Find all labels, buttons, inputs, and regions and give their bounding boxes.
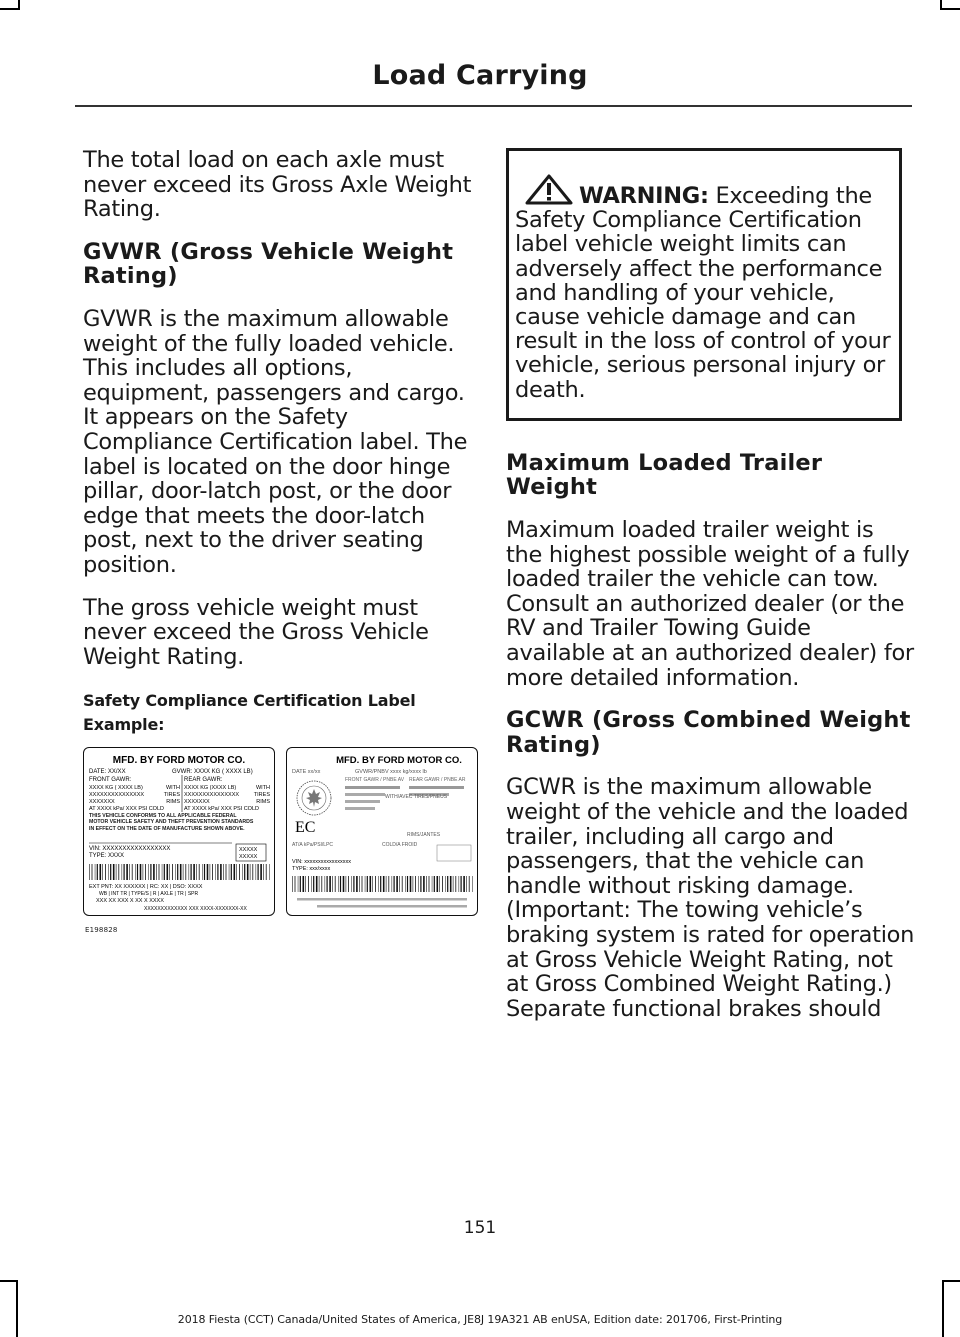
label-mfd: MFD. BY FORD MOTOR CO. [336, 755, 462, 767]
crop-mark [16, 1280, 18, 1337]
page-title: Load Carrying [372, 60, 588, 91]
label-front-gawr: FRONT GAWR: [89, 777, 132, 784]
header-divider [75, 105, 912, 107]
label-row2: XXXXXXXXXXXXX XXX XXXX-XXXXXXX-XX [144, 906, 247, 913]
label-rear-val: XXXX KG (XXXX LB) [184, 785, 237, 792]
footer-edition: 2018 Fiesta (CCT) Canada/United States of America, JE8J 19A321 AB enUSA, Edition date: 201706, First-Printing [177, 1313, 783, 1326]
label-with: WITH [165, 785, 180, 792]
label-wb: WB | INT TR | TYPE/S | R | AXLE | TR | SPR [99, 891, 199, 898]
crop-mark [942, 1280, 944, 1337]
label-front: FRONT GAWR / PNBE AV [345, 777, 405, 784]
label-at: AT XXXX kPa/ XXX PSI COLD [184, 806, 259, 813]
label-with: WITH [255, 785, 270, 792]
label-cold: COLD/A FROID [382, 842, 418, 849]
maple-leaf-seal [297, 781, 331, 815]
label-xs: XXXXXXX [89, 799, 115, 806]
label-date: DATE: XX/XX [89, 769, 126, 776]
label-vin: VIN: xxxxxxxxxxxxxxxxx [292, 859, 351, 866]
label-tires: TIRES [163, 792, 180, 799]
label-at: AT/A kPa/PSI/LPC [292, 842, 334, 849]
label-caption: Safety Compliance Certification Label Example: [83, 691, 416, 735]
page-number: 151 [463, 1218, 497, 1238]
crop-mark [0, 8, 20, 10]
gvwr-paragraph: GVWR is the maximum allowable weight of the fully loaded vehicle. This includes all options, equipment, passengers and cargo. It appears on the Safety Compliance Certification label. The label is located on the door hinge pillar, door-latch post, or the door edge that meets the door-latch post, next to the driver seating position. [83, 305, 468, 578]
label-type: TYPE: XXXX [89, 853, 125, 860]
left-column [83, 148, 478, 954]
label-front-val: XXXX KG ( XXXX LB) [89, 785, 143, 792]
warning-box [506, 148, 902, 421]
label-with: WITH/AVEC TIRES/PNEUS [385, 794, 448, 801]
label-date: DATE xx/xx [292, 769, 321, 776]
label-box: XXXXX [239, 854, 258, 861]
warning-label: WARNING: [579, 183, 709, 209]
label-at: AT XXXX kPa/ XXX PSI COLD [89, 806, 164, 813]
label-ext: EXT PNT: XX XXXXXX | RC: XX | DSO: XXXX [89, 884, 203, 891]
label-box: XXXXX [239, 847, 258, 854]
certification-label-bilingual [286, 747, 478, 916]
figure-reference: E198828 [85, 926, 118, 935]
crop-mark [942, 1280, 960, 1282]
label-example-figure [83, 739, 478, 954]
label-rims: RIMS [166, 799, 180, 806]
crop-mark [18, 0, 20, 10]
label-gvwr: GVWR: XXXX KG ( XXXX LB) [172, 769, 253, 776]
label-rims: RIMS/JANTES [407, 832, 441, 839]
label-rims: RIMS [256, 799, 270, 806]
label-gvwr: GVWR/PNBV xxxx kg/xxxx lb [355, 769, 427, 776]
certification-label-english [83, 747, 275, 916]
label-mfd: MFD. BY FORD MOTOR CO. [112, 755, 246, 767]
warning-triangle-icon [523, 173, 575, 205]
barcode-bottom [292, 876, 473, 892]
label-xs: XXXXXXXXXXXXXXX [89, 792, 145, 799]
label-type: TYPE: xxx/xxxx [292, 866, 331, 873]
label-rear-gawr: REAR GAWR: [184, 777, 223, 784]
label-rear: REAR GAWR / PNBE AR [409, 777, 466, 784]
label-tires: TIRES [253, 792, 270, 799]
crop-mark [940, 8, 960, 10]
gcwr-paragraph: GCWR is the maximum allowable weight of the vehicle and the loaded trailer, including all cargo and passengers, that the vehicle can handle without risking damage. (Important: The towing vehicle’s braking system is rated for operation at Gross Vehicle Weight Rating, not at Gross Combined Weight Rating.) Separate functional brakes should [506, 774, 915, 1022]
label-ec: EC [295, 819, 316, 837]
label-conformance: THIS VEHICLE CONFORMS TO ALL APPLICABLE FEDERAL MOTOR VEHICLE SAFETY AND THEFT PREVENTION STANDARDS IN EFFECT ON THE DATE OF MANUFACTURE SHOWN ABOVE. [89, 813, 254, 833]
right-column [506, 148, 916, 1039]
label-xs: XXXXXXX [184, 799, 210, 806]
axle-paragraph: The total load on each axle must never exceed its Gross Axle Weight Rating. [83, 147, 472, 223]
crop-mark [940, 0, 942, 10]
trailer-weight-paragraph: Maximum loaded trailer weight is the highest possible weight of a fully loaded trailer the vehicle can tow. Consult an authorized dealer (or the RV and Trailer Towing Guide available at an authorized dealer) for more detailed information. [506, 517, 914, 691]
gross-weight-paragraph: The gross vehicle weight must never exceed the Gross Vehicle Weight Rating. [83, 594, 429, 670]
label-vin: VIN: XXXXXXXXXXXXXXXXX [89, 846, 171, 853]
label-xs: XXXXXXXXXXXXXXX [184, 792, 240, 799]
barcode-top [89, 864, 270, 880]
trailer-weight-heading: Maximum Loaded Trailer Weight [506, 449, 823, 501]
gvwr-heading: GVWR (Gross Vehicle Weight Rating) [83, 238, 454, 290]
warning-text: Exceeding the Safety Compliance Certification label vehicle weight limits can adversely affect the performance and handling of your vehicle, cause vehicle damage and can result in the loss of control of your vehicle, serious personal injury or death. [515, 183, 891, 403]
gcwr-heading: GCWR (Gross Combined Weight Rating) [506, 707, 911, 758]
label-row1: XXX XX XXX X XX X XXXX [96, 898, 164, 905]
